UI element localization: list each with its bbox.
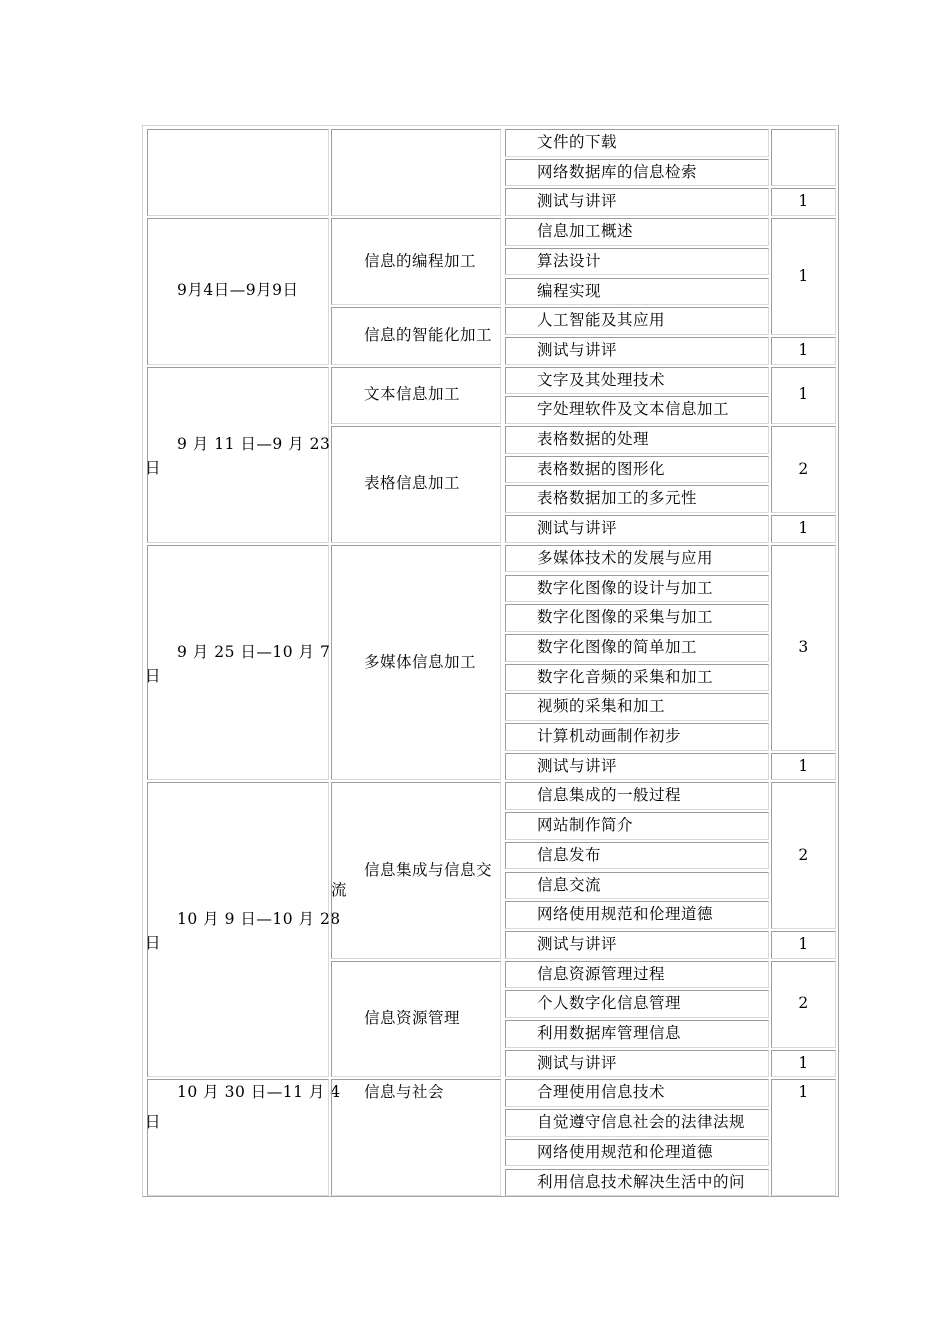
hours-value: 2	[798, 994, 809, 1013]
hours-cell	[771, 129, 836, 186]
date-range: 9月4日—9月9日	[177, 281, 299, 300]
lesson-title: 数字化音频的采集和加工	[537, 667, 714, 686]
hours-value: 1	[798, 756, 809, 775]
hours-value: 1	[798, 385, 809, 404]
lesson-title: 信息交流	[537, 875, 602, 894]
date-range-cont: 日	[145, 933, 162, 952]
hours-value: 1	[798, 340, 809, 359]
date-range-cont: 日	[145, 666, 162, 685]
lesson-title: 视频的采集和加工	[537, 697, 666, 716]
lesson-title: 测试与讲评	[537, 192, 618, 211]
lesson-title: 网站制作简介	[537, 816, 634, 835]
lesson-title: 文件的下载	[537, 133, 618, 151]
topic-title: 信息的智能化加工	[364, 325, 493, 344]
lesson-title: 人工智能及其应用	[537, 311, 666, 330]
hours-value: 2	[798, 459, 809, 478]
lesson-title: 网络使用规范和伦理道德	[537, 905, 714, 924]
hours-value: 1	[798, 192, 809, 211]
date-range-cont: 日	[145, 458, 162, 477]
date-range-cont: 日	[145, 1113, 162, 1132]
date-range: 9 月 25 日—10 月 7	[177, 642, 331, 661]
date-range: 10 月 30 日—11 月 4	[177, 1083, 341, 1102]
hours-value: 1	[798, 266, 809, 285]
hours-value: 2	[798, 845, 809, 864]
date-cell	[147, 545, 329, 781]
lesson-title: 信息发布	[537, 845, 602, 864]
date-cell	[147, 782, 329, 1077]
topic-title: 信息的编程加工	[364, 251, 477, 270]
topic-cell	[331, 129, 501, 216]
lesson-title: 字处理软件及文本信息加工	[537, 400, 730, 419]
lesson-title: 多媒体技术的发展与应用	[537, 548, 714, 567]
lesson-title: 信息集成的一般过程	[537, 786, 682, 805]
lesson-title: 编程实现	[537, 281, 602, 300]
lesson-title: 利用信息技术解决生活中的问	[537, 1172, 746, 1191]
lesson-title: 测试与讲评	[537, 934, 618, 953]
lesson-title: 表格数据加工的多元性	[537, 489, 698, 508]
lesson-title: 自觉遵守信息社会的法律法规	[537, 1113, 746, 1132]
lesson-title: 表格数据的图形化	[537, 459, 666, 478]
lesson-title: 测试与讲评	[537, 1053, 618, 1072]
hours-value: 1	[798, 518, 809, 537]
date-range: 10 月 9 日—10 月 28	[177, 909, 341, 928]
hours-value: 3	[798, 637, 809, 656]
topic-title: 文本信息加工	[364, 385, 461, 404]
lesson-title: 数字化图像的采集与加工	[537, 608, 714, 627]
lesson-title: 合理使用信息技术	[537, 1083, 666, 1102]
lesson-title: 测试与讲评	[537, 340, 618, 359]
topic-title: 信息资源管理	[364, 1009, 461, 1027]
lesson-title: 网络数据库的信息检索	[537, 162, 698, 181]
topic-title: 表格信息加工	[364, 474, 461, 493]
lesson-title: 数字化图像的简单加工	[537, 637, 698, 656]
hours-value: 1	[798, 934, 809, 953]
lesson-title: 网络使用规范和伦理道德	[537, 1142, 714, 1161]
date-range: 9 月 11 日—9 月 23	[177, 434, 331, 453]
hours-value: 1	[798, 1083, 809, 1102]
lesson-title: 文字及其处理技术	[537, 370, 666, 389]
topic-title: 多媒体信息加工	[364, 652, 477, 671]
hours-value: 1	[798, 1053, 809, 1072]
lesson-title: 表格数据的处理	[537, 430, 650, 448]
lesson-title: 利用数据库管理信息	[537, 1024, 682, 1042]
lesson-title: 信息资源管理过程	[537, 964, 666, 983]
lesson-title: 计算机动画制作初步	[537, 727, 682, 745]
lesson-title: 测试与讲评	[537, 756, 618, 775]
topic-title: 信息集成与信息交	[364, 860, 493, 879]
lesson-title: 信息加工概述	[537, 222, 634, 241]
lesson-title: 算法设计	[537, 251, 602, 270]
lesson-title: 个人数字化信息管理	[537, 994, 682, 1013]
date-cell	[147, 129, 329, 216]
lesson-title: 数字化图像的设计与加工	[537, 578, 714, 597]
topic-title-cont: 流	[331, 880, 348, 899]
topic-title: 信息与社会	[364, 1083, 445, 1102]
date-cell	[147, 367, 329, 543]
lesson-title: 测试与讲评	[537, 519, 618, 538]
